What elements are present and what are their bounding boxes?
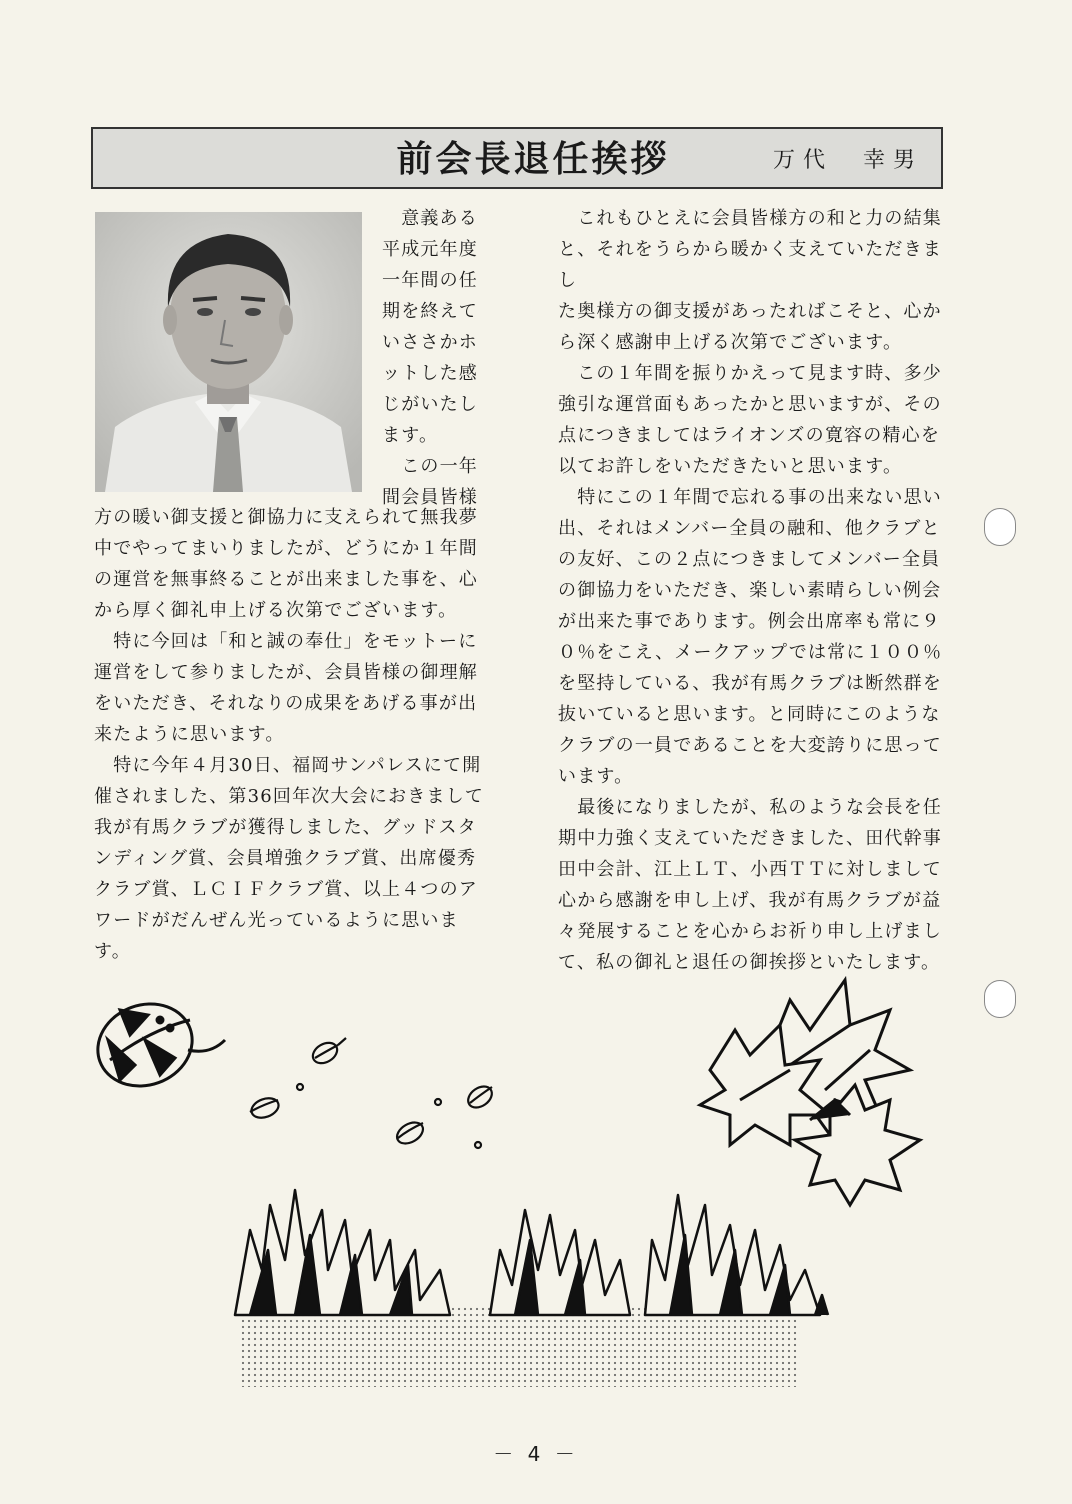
- text-line: 抜いていると思います。と同時にこのような: [558, 704, 941, 725]
- text-line: を堅持している、我が有馬クラブは断然群を: [558, 673, 942, 694]
- text-line: 意義ある: [382, 208, 478, 229]
- text-line: この１年間を振りかえって見ます時、多少: [558, 363, 942, 384]
- punch-hole: [984, 980, 1016, 1018]
- text-line: これもひとえに会員皆様方の和と力の結集: [558, 208, 942, 229]
- punch-hole: [984, 508, 1016, 546]
- text-line: 特に今回は「和と誠の奉仕」をモットーに: [94, 631, 478, 652]
- text-line: 点につきましてはライオンズの寛容の精心を: [558, 425, 941, 446]
- text-line: 特にこの１年間で忘れる事の出来ない思い: [558, 487, 942, 508]
- text-line: た奥様方の御支援があったればこそと、心か: [558, 301, 942, 322]
- text-line: の友好、この２点につきましてメンバー全員: [558, 549, 941, 570]
- portrait-photo: [95, 212, 362, 492]
- text-line: 平成元年度: [382, 239, 478, 260]
- text-line: から厚く御礼申上げる次第でございます。: [94, 600, 458, 621]
- text-line: 運営をして参りましたが、会員皆様の御理解: [94, 662, 478, 683]
- text-line: 間会員皆様: [382, 487, 478, 508]
- page-number: － 4 －: [493, 1442, 579, 1466]
- autumn-leaves-grass-icon: [90, 940, 950, 1390]
- text-line: ０％をこえ、メークアップでは常に１００％: [558, 642, 943, 663]
- right-column: [558, 203, 948, 978]
- text-line: ットした感: [382, 363, 478, 384]
- text-line: じがいたし: [382, 394, 478, 415]
- text-line: 出、それはメンバー全員の融和、他クラブと: [558, 518, 941, 539]
- text-line: 来たように思います。: [94, 724, 285, 745]
- text-line: 強引な運営面もあったかと思いますが、その: [558, 394, 942, 415]
- text-line: 以てお許しをいただきたいと思います。: [558, 456, 903, 477]
- left-column: [94, 502, 494, 967]
- text-line: をいただき、それなりの成果をあげる事が出: [94, 693, 478, 714]
- text-line: クラブ賞、ＬＣＩＦクラブ賞、以上４つのア: [94, 879, 478, 900]
- text-line: の運営を無事終ることが出来ました事を、心: [94, 569, 478, 590]
- title-bar: [91, 127, 943, 189]
- text-line: クラブの一員であることを大変誇りに思って: [558, 735, 942, 756]
- text-line: 我が有馬クラブが獲得しました、グッドスタ: [94, 817, 477, 838]
- text-line: この一年: [382, 456, 478, 477]
- text-line: いささかホ: [382, 332, 478, 353]
- page-title: 前会長退任挨拶: [396, 138, 670, 180]
- text-line: います。: [558, 766, 634, 787]
- text-line: が出来た事であります。例会出席率も常に９: [558, 611, 941, 632]
- text-line: ワードがだんぜん光っているように思います。: [94, 910, 459, 962]
- text-line: ら深く感謝申上げる次第でございます。: [558, 332, 903, 353]
- text-line: 中でやってまいりましたが、どうにか１年間: [94, 538, 478, 559]
- text-line: 心から感謝を申し上げ、我が有馬クラブが益: [558, 890, 942, 911]
- text-line: 々発展することを心からお祈り申し上げまし: [558, 921, 942, 942]
- text-line: ます。: [382, 425, 439, 446]
- author-name: 万代 幸男: [773, 148, 924, 173]
- text-line: 催されました、第36回年次大会におきまして: [94, 786, 485, 807]
- text-line: 最後になりましたが、私のような会長を任: [558, 797, 942, 818]
- text-line: 特に今年４月30日、福岡サンパレスにて開: [94, 755, 482, 776]
- text-line: と、それをうらから暖かく支えていただきまし: [558, 239, 942, 291]
- text-line: の御協力をいただき、楽しい素晴らしい例会: [558, 580, 942, 601]
- intro-narrow-column: [382, 203, 482, 513]
- text-line: 期を終えて: [382, 301, 478, 322]
- text-line: 方の暖い御支援と御協力に支えられて無我夢: [94, 507, 478, 528]
- text-line: 期中力強く支えていただきました、田代幹事: [558, 828, 942, 849]
- text-line: ンディング賞、会員増強クラブ賞、出席優秀: [94, 848, 477, 869]
- text-line: 一年間の任: [382, 270, 478, 291]
- text-line: て、私の御礼と退任の御挨拶といたします。: [558, 952, 941, 973]
- text-line: 田中会計、江上ＬＴ、小西ＴＴに対しまして: [558, 859, 942, 880]
